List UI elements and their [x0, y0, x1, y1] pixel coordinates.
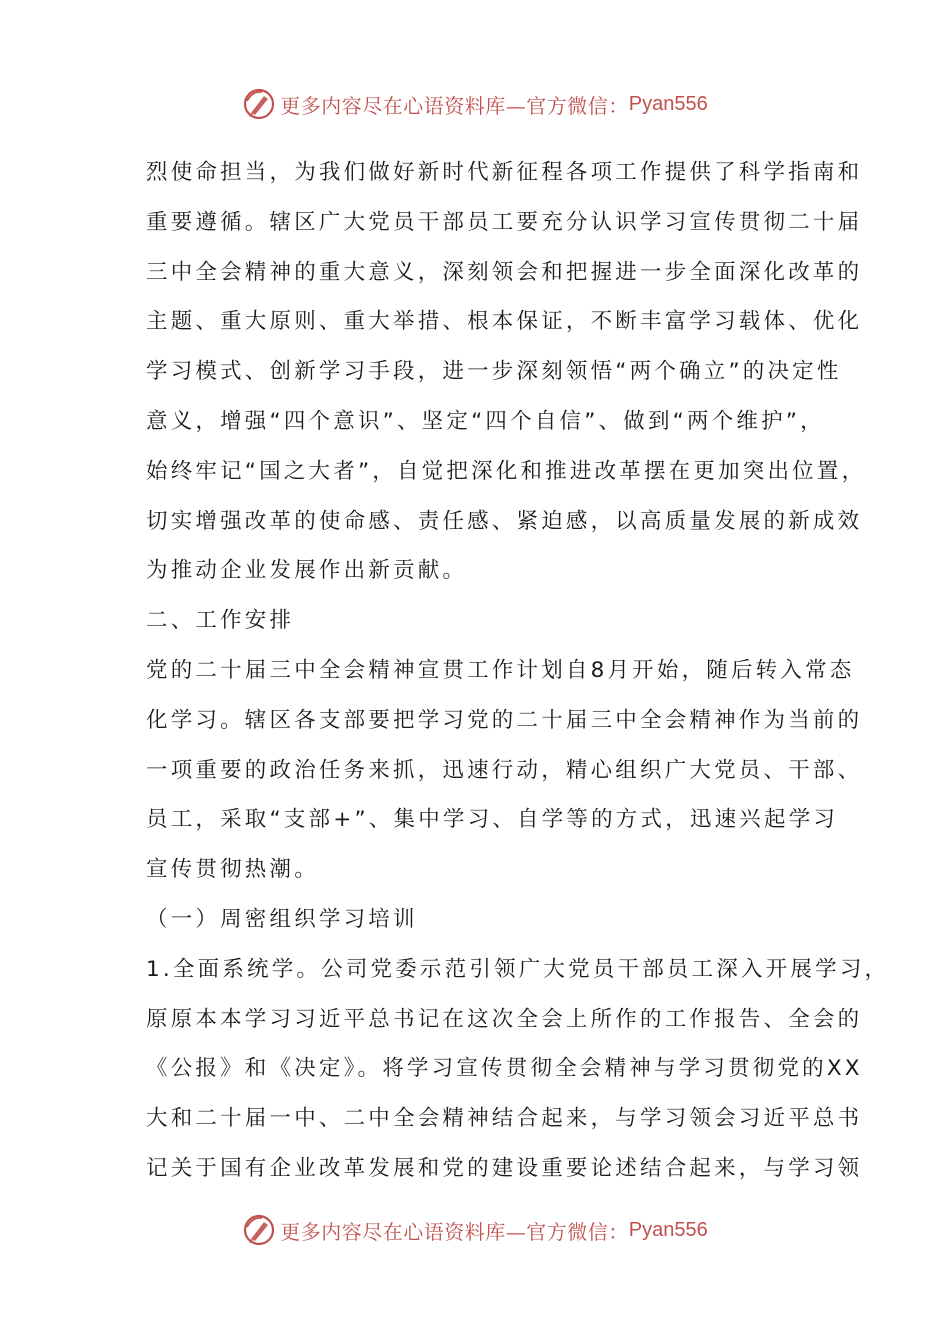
- body-line: 化学习。辖区各支部要把学习党的二十届三中全会精神作为当前的: [146, 707, 863, 733]
- body-line: 党的二十届三中全会精神宣贯工作计划自8月开始，随后转入常态: [146, 657, 855, 683]
- document-body: [146, 148, 890, 1194]
- body-line: 三中全会精神的重大意义，深刻领会和把握进一步全面深化改革的: [146, 259, 863, 285]
- body-line: 为推动企业发展作出新贡献。: [146, 558, 468, 584]
- pen-nib-logo-icon: [242, 1213, 276, 1247]
- body-line: 学习模式、创新学习手段，进一步深刻领悟“两个确立”的决定性: [146, 359, 842, 385]
- body-line: 重要遵循。辖区广大党员干部员工要充分认识学习宣传贯彻二十届: [146, 209, 863, 235]
- body-line: 1.全面系统学。公司党委示范引领广大党员干部员工深入开展学习，: [146, 956, 890, 982]
- pen-nib-logo-icon: [242, 87, 276, 121]
- subsection-heading: （一）周密组织学习培训: [146, 906, 418, 932]
- body-line: 大和二十届一中、二中全会精神结合起来，与学习领会习近平总书: [146, 1106, 863, 1132]
- body-line: 宣传贯彻热潮。: [146, 857, 319, 883]
- body-line: 始终牢记“国之大者”，自觉把深化和推进改革摆在更加突出位置，: [146, 458, 867, 484]
- header-watermark: [0, 84, 950, 124]
- body-line: 员工，采取“支部+”、集中学习、自学等的方式，迅速兴起学习: [146, 807, 839, 833]
- body-line: 切实增强改革的使命感、责任感、紧迫感，以高质量发展的新成效: [146, 508, 863, 534]
- body-line: 一项重要的政治任务来抓，迅速行动，精心组织广大党员、干部、: [146, 757, 863, 783]
- watermark-text: 更多内容尽在心语资料库—官方微信：: [280, 93, 629, 118]
- watermark-handle: Pyan556: [628, 92, 708, 115]
- body-line: 烈使命担当，为我们做好新时代新征程各项工作提供了科学指南和: [146, 160, 863, 185]
- watermark-handle: Pyan556: [628, 1218, 708, 1241]
- watermark-text: 更多内容尽在心语资料库—官方微信：: [280, 1219, 629, 1244]
- body-line: 原原本本学习习近平总书记在这次全会上所作的工作报告、全会的: [146, 1006, 863, 1032]
- body-line: 主题、重大原则、重大举措、根本保证，不断丰富学习载体、优化: [146, 309, 863, 335]
- footer-watermark: [0, 1210, 950, 1250]
- body-line: 《公报》和《决定》。将学习宣传贯彻全会精神与学习贯彻党的XX: [146, 1056, 863, 1082]
- body-line: 记关于国有企业改革发展和党的建设重要论述结合起来，与学习领: [146, 1155, 863, 1181]
- section-heading: 二、工作安排: [146, 608, 295, 634]
- body-line: 意义，增强“四个意识”、坚定“四个自信”、做到“两个维护”，: [146, 408, 825, 434]
